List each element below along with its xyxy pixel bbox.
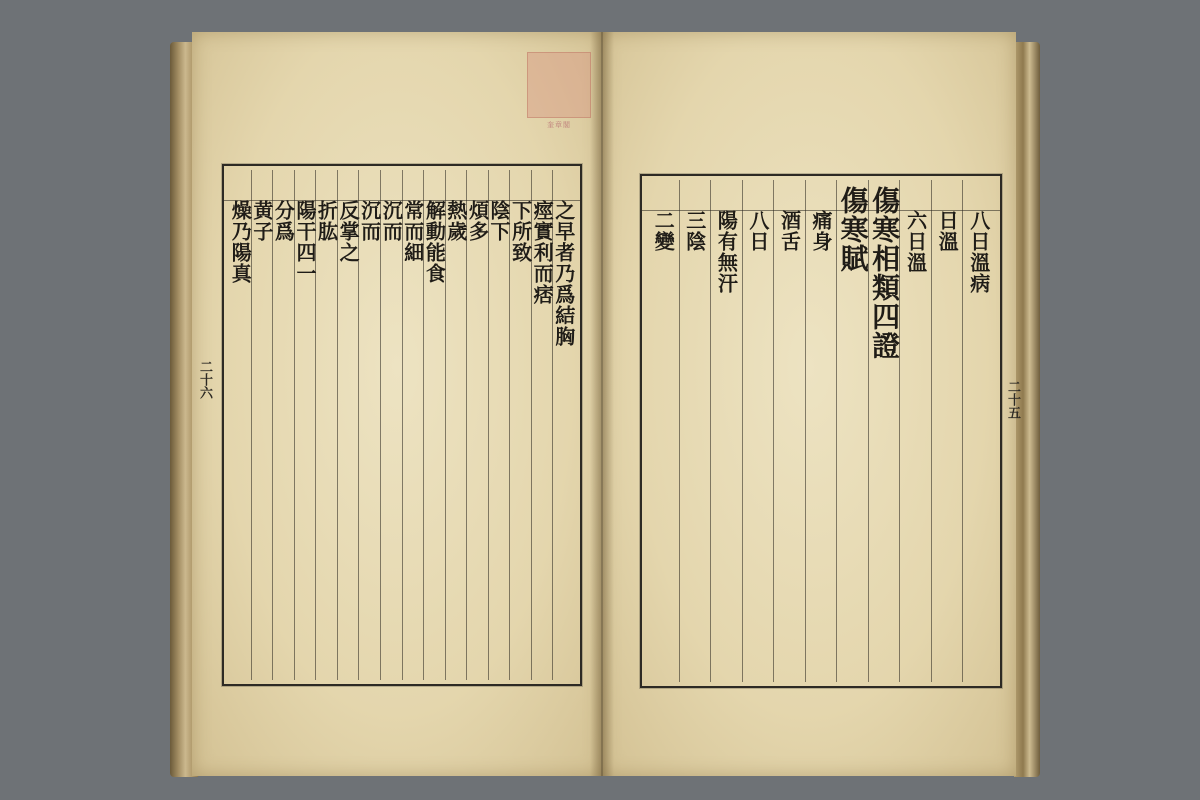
text-column: 反掌之	[337, 170, 359, 680]
text-column: 酒舌	[773, 180, 805, 682]
text-column: 六日溫	[899, 180, 931, 682]
text-column: 燥乃陽真	[228, 200, 253, 284]
text-column: 八日溫病	[962, 180, 994, 682]
text-column: 痙實利而痞	[531, 170, 553, 680]
text-column: 沉而	[358, 170, 380, 680]
text-column: 下所致	[509, 170, 531, 680]
text-column: 解動能食	[423, 170, 445, 680]
text-column: 陽干四一	[294, 170, 316, 680]
text-column: 熱歲	[445, 170, 467, 680]
open-book	[170, 28, 1040, 780]
right-print-frame	[640, 174, 1002, 688]
right-page	[602, 32, 1016, 776]
book-gutter	[590, 32, 614, 776]
text-column: 陽有無汗	[710, 180, 742, 682]
text-column: 沉而	[380, 170, 402, 680]
text-column: 折肱	[315, 170, 337, 680]
right-text-columns	[648, 180, 994, 682]
left-text-columns	[230, 170, 574, 680]
section-title-column: 傷寒相類四證	[868, 180, 900, 682]
text-column: 常而細	[402, 170, 424, 680]
text-column: 黄子	[251, 170, 273, 680]
left-page	[192, 32, 602, 776]
text-column: 三陰	[679, 180, 711, 682]
text-column: 二變	[651, 210, 676, 252]
text-column: 之早者乃爲結胸	[552, 170, 574, 680]
library-seal-text: 奎章閣	[547, 121, 571, 129]
library-seal	[527, 52, 591, 118]
text-column: 陰下	[488, 170, 510, 680]
section-title-column: 傷寒賦	[836, 180, 868, 682]
text-column: 八日	[742, 180, 774, 682]
right-page-number: 二十五	[1005, 380, 1020, 419]
left-print-frame	[222, 164, 582, 686]
text-column: 煩多	[466, 170, 488, 680]
text-column: 日溫	[931, 180, 963, 682]
left-page-number: 二十六	[197, 360, 212, 399]
text-column: 痛身	[805, 180, 837, 682]
text-column: 分爲	[272, 170, 294, 680]
